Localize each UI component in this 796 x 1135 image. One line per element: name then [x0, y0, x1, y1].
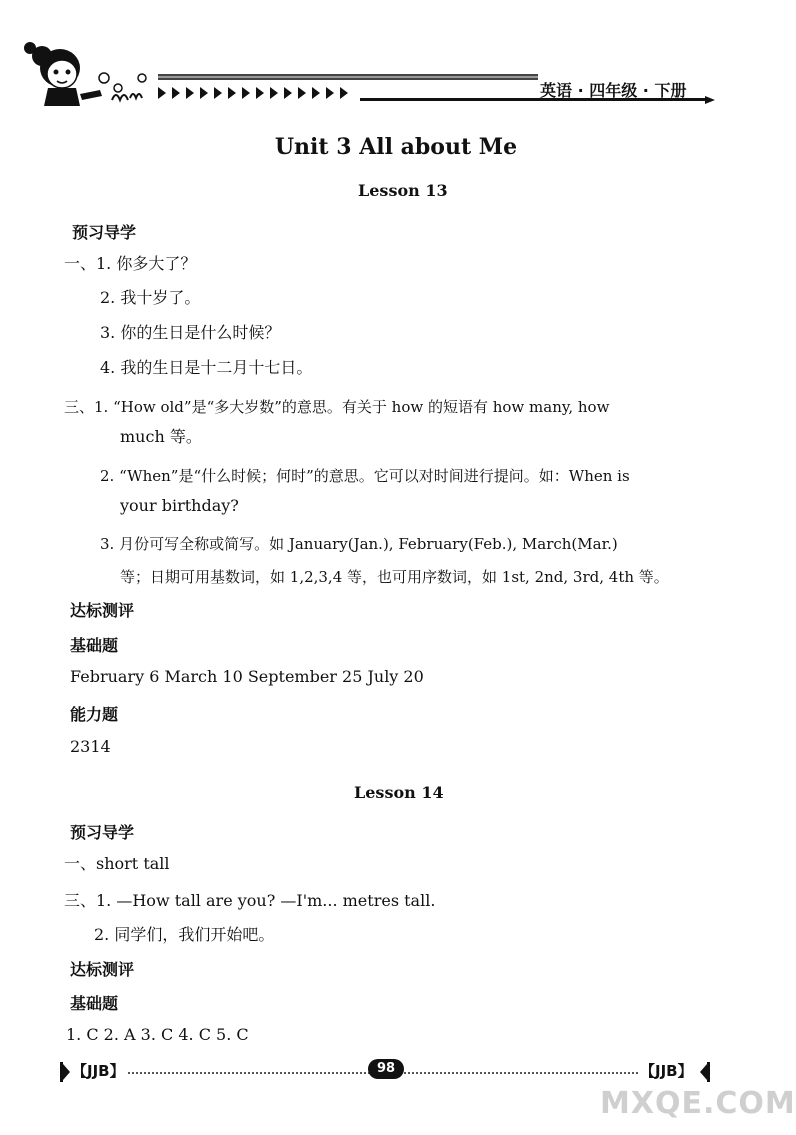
footer-right-label: 【JJB】: [640, 1062, 693, 1080]
l14-line: 三、1. —How tall are you? —I'm... metres tall.: [64, 891, 436, 910]
girl-mascot-icon: [18, 38, 158, 108]
lesson-13-title: Lesson 13: [358, 181, 448, 200]
subject-label: 英语 · 四年级 · 下册: [540, 81, 687, 100]
l13-line: 等；日期可用基数词，如 1,2,3,4 等，也可用序数词，如 1st, 2nd, 3rd, 4th 等。: [120, 568, 669, 586]
l13-line: 一、1. 你多大了？: [64, 254, 197, 273]
header-rule-top: [158, 74, 538, 80]
l13-line: 3. 月份可写全称或简写。如 January(Jan.), February(Feb.), March(Mar.): [100, 535, 618, 553]
l14-line: 一、short tall: [64, 854, 170, 873]
section-basic: 基础题: [70, 636, 119, 655]
section-preview: 预习导学: [72, 223, 137, 242]
l13-line: 2. “When”是“什么时候；何时”的意思。它可以对时间进行提问。如：When is: [100, 467, 630, 485]
l13-line: much 等。: [120, 427, 202, 446]
l13-line: 三、1. “How old”是“多大岁数”的意思。有关于 how 的短语有 how many, how: [64, 398, 610, 416]
section-ability: 能力题: [70, 705, 119, 724]
header-arrow-row: [158, 84, 358, 102]
section-assess: 达标测评: [70, 601, 135, 620]
l14-line: 2. 同学们，我们开始吧。: [94, 925, 275, 944]
footer-right-arrow-icon: [700, 1062, 710, 1082]
section-preview: 预习导学: [70, 823, 135, 842]
l13-line: 3. 你的生日是什么时候？: [100, 323, 281, 342]
l13-basic-answer: February 6 March 10 September 25 July 20: [70, 667, 424, 686]
footer-left-arrow-icon: [60, 1062, 70, 1082]
l13-line: 2. 我十岁了。: [100, 288, 201, 307]
lesson-14-title: Lesson 14: [354, 783, 444, 802]
watermark: MXQE.COM: [600, 1086, 796, 1121]
l13-line: 4. 我的生日是十二月十七日。: [100, 358, 313, 377]
page-number: 98: [368, 1059, 404, 1079]
l13-ability-answer: 2314: [70, 737, 111, 756]
unit-title: Unit 3 All about Me: [274, 134, 518, 160]
l14-basic-answer: 1. C 2. A 3. C 4. C 5. C: [66, 1025, 249, 1044]
l13-line: your birthday?: [120, 496, 239, 515]
section-basic: 基础题: [70, 994, 119, 1013]
section-assess: 达标测评: [70, 960, 135, 979]
footer-left-label: 【JJB】: [72, 1062, 125, 1080]
